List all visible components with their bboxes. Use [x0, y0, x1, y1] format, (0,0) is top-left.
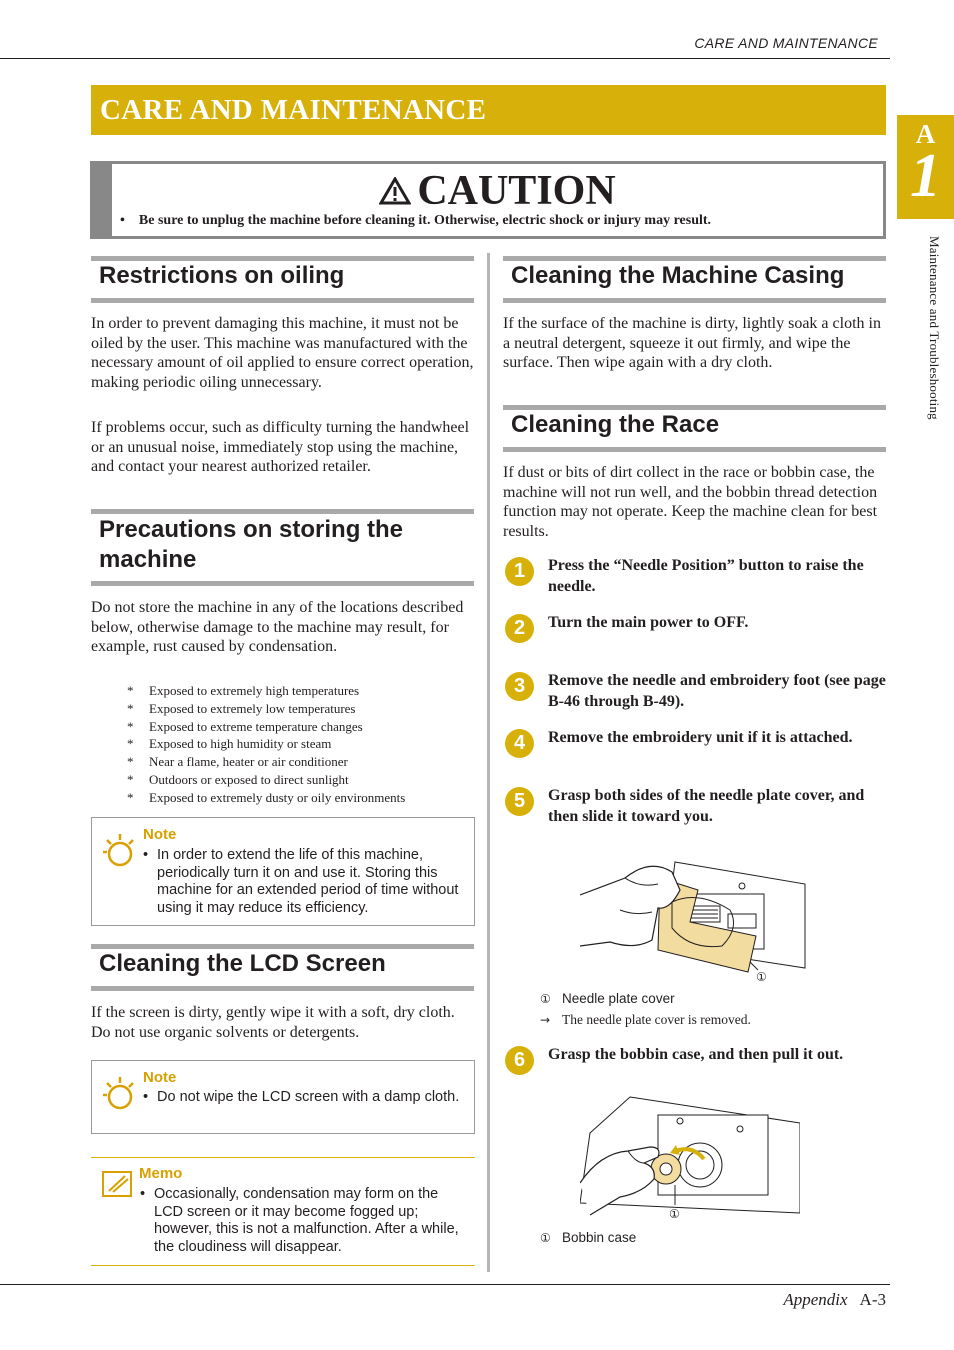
callout-marker: ① — [540, 1231, 551, 1245]
step-text: Remove the needle and embroidery foot (see page B-46 through B-49). — [548, 672, 886, 710]
storage-locations-list — [127, 682, 405, 807]
footer-section: Appendix — [783, 1290, 848, 1309]
callout-marker: ① — [540, 992, 551, 1006]
caution-box — [90, 161, 886, 239]
side-chapter-label: Maintenance and Troubleshooting — [927, 236, 942, 420]
chapter-tab — [897, 115, 954, 219]
list-item: * Exposed to high humidity or steam — [127, 736, 332, 752]
list-item: * Exposed to extremely high temperatures — [127, 683, 360, 698]
column-divider — [487, 253, 490, 1272]
bobbin-case-illustration — [580, 1093, 800, 1228]
note-label: Note — [143, 1069, 177, 1086]
heading-cleaning-casing: Cleaning the Machine Casing — [503, 256, 886, 303]
step-number: 6 — [505, 1046, 534, 1075]
heading-line-1: Precautions on storing the — [99, 516, 404, 543]
step-text: Turn the main power to OFF. — [548, 614, 749, 631]
restrictions-paragraph-2: If problems occur, such as difficulty turning the handwheel or an unusual noise, immediately stop using the machine, and contact your nearest authorized retailer. — [91, 419, 470, 475]
step-number: 3 — [505, 672, 534, 701]
list-item: * Outdoors or exposed to direct sunlight — [127, 771, 349, 787]
step-number: 2 — [505, 614, 534, 643]
step-number: 1 — [505, 557, 534, 586]
memo-pencil-icon — [101, 1170, 133, 1198]
caution-title — [112, 168, 883, 214]
caution-inner — [112, 164, 883, 236]
step-text: Grasp the bobbin case, and then pull it out. — [548, 1046, 844, 1063]
caution-message — [120, 213, 711, 229]
heading-cleaning-race: Cleaning the Race — [503, 405, 886, 452]
heading-precautions-storing — [91, 509, 474, 586]
step-text: Grasp both sides of the needle plate cover, and then slide it toward you. — [548, 787, 865, 825]
chapter-letter: A — [915, 119, 936, 149]
callout-1: ① — [756, 970, 767, 984]
race-paragraph-1: If dust or bits of dirt collect in the race or bobbin case, the machine will not run well, and the bobbin thread detection function may not operate. Keep the machine clean for best results. — [503, 464, 878, 540]
page-title: CARE AND MAINTENANCE — [91, 85, 886, 135]
note-text: • In order to extend the life of this machine, periodically turn it on and use it. Storing this machine for an extended period of time without using it may reduce its efficiency. — [143, 847, 459, 916]
heading-restrictions-on-oiling: Restrictions on oiling — [91, 256, 474, 303]
note-box-storing — [91, 817, 475, 926]
running-head: CARE AND MAINTENANCE — [694, 35, 878, 51]
page-footer — [783, 1290, 886, 1310]
caution-message-text: Be sure to unplug the machine before cleaning it. Otherwise, electric shock or injury may result. — [138, 213, 712, 228]
memo-text: • Occasionally, condensation may form on the LCD screen or it may become fogged up; however, this is not a malfunction. After a while, the cloudiness will disappear. — [140, 1186, 459, 1255]
step-text: Remove the embroidery unit if it is attached. — [548, 729, 853, 746]
callout-1: ① — [669, 1207, 680, 1221]
list-item: * Exposed to extremely dusty or oily environments — [127, 789, 406, 805]
warning-triangle-icon — [379, 177, 411, 205]
figure-2-caption: ① Bobbin case — [540, 1230, 637, 1245]
note-box-lcd — [91, 1060, 475, 1134]
storing-paragraph-1: Do not store the machine in any of the locations described below, otherwise damage to the machine may result, for example, rust caused by condensation. — [91, 599, 464, 655]
top-rule — [0, 58, 890, 59]
footer-rule — [0, 1284, 890, 1285]
list-item: * Near a flame, heater or air conditioner — [127, 754, 348, 770]
list-item: * Exposed to extremely low temperatures — [127, 700, 356, 716]
lightbulb-note-icon — [102, 1073, 136, 1113]
lcd-paragraph-1: If the screen is dirty, gently wipe it with a soft, dry cloth. Do not use organic solvents or detergents. — [91, 1004, 455, 1041]
step-number: 5 — [505, 787, 534, 816]
caution-word: CAUTION — [417, 168, 616, 214]
memo-box-lcd — [91, 1157, 475, 1266]
list-item: * Exposed to extreme temperature changes — [127, 718, 363, 734]
restrictions-paragraph-1: In order to prevent damaging this machine, it must not be oiled by the user. This machine was manufactured with the necessary amount of oil applied to ensure correct operation, making periodic oiling unnecessary. — [91, 315, 474, 391]
heading-line-2: machine — [99, 546, 197, 573]
heading-cleaning-lcd: Cleaning the LCD Screen — [91, 944, 474, 991]
needle-plate-cover-illustration — [580, 850, 810, 985]
step-text: Press the “Needle Position” button to raise the needle. — [548, 557, 864, 595]
memo-label: Memo — [139, 1165, 183, 1182]
lightbulb-note-icon — [102, 830, 136, 870]
page-number: A-3 — [859, 1290, 886, 1309]
arrow-right-icon: → — [540, 1013, 551, 1027]
caution-bullet: • — [120, 213, 125, 228]
figure-1-caption: ① Needle plate cover — [540, 991, 675, 1006]
figure-1-result: → The needle plate cover is removed. — [540, 1012, 751, 1027]
note-label: Note — [143, 826, 177, 843]
chapter-number: 1 — [910, 142, 941, 210]
step-number: 4 — [505, 729, 534, 758]
note-text: • Do not wipe the LCD screen with a damp cloth. — [143, 1089, 460, 1105]
casing-paragraph-1: If the surface of the machine is dirty, lightly soak a cloth in a neutral detergent, squeeze it out firmly, and wipe the surface. Then wipe again with a dry cloth. — [503, 315, 881, 371]
